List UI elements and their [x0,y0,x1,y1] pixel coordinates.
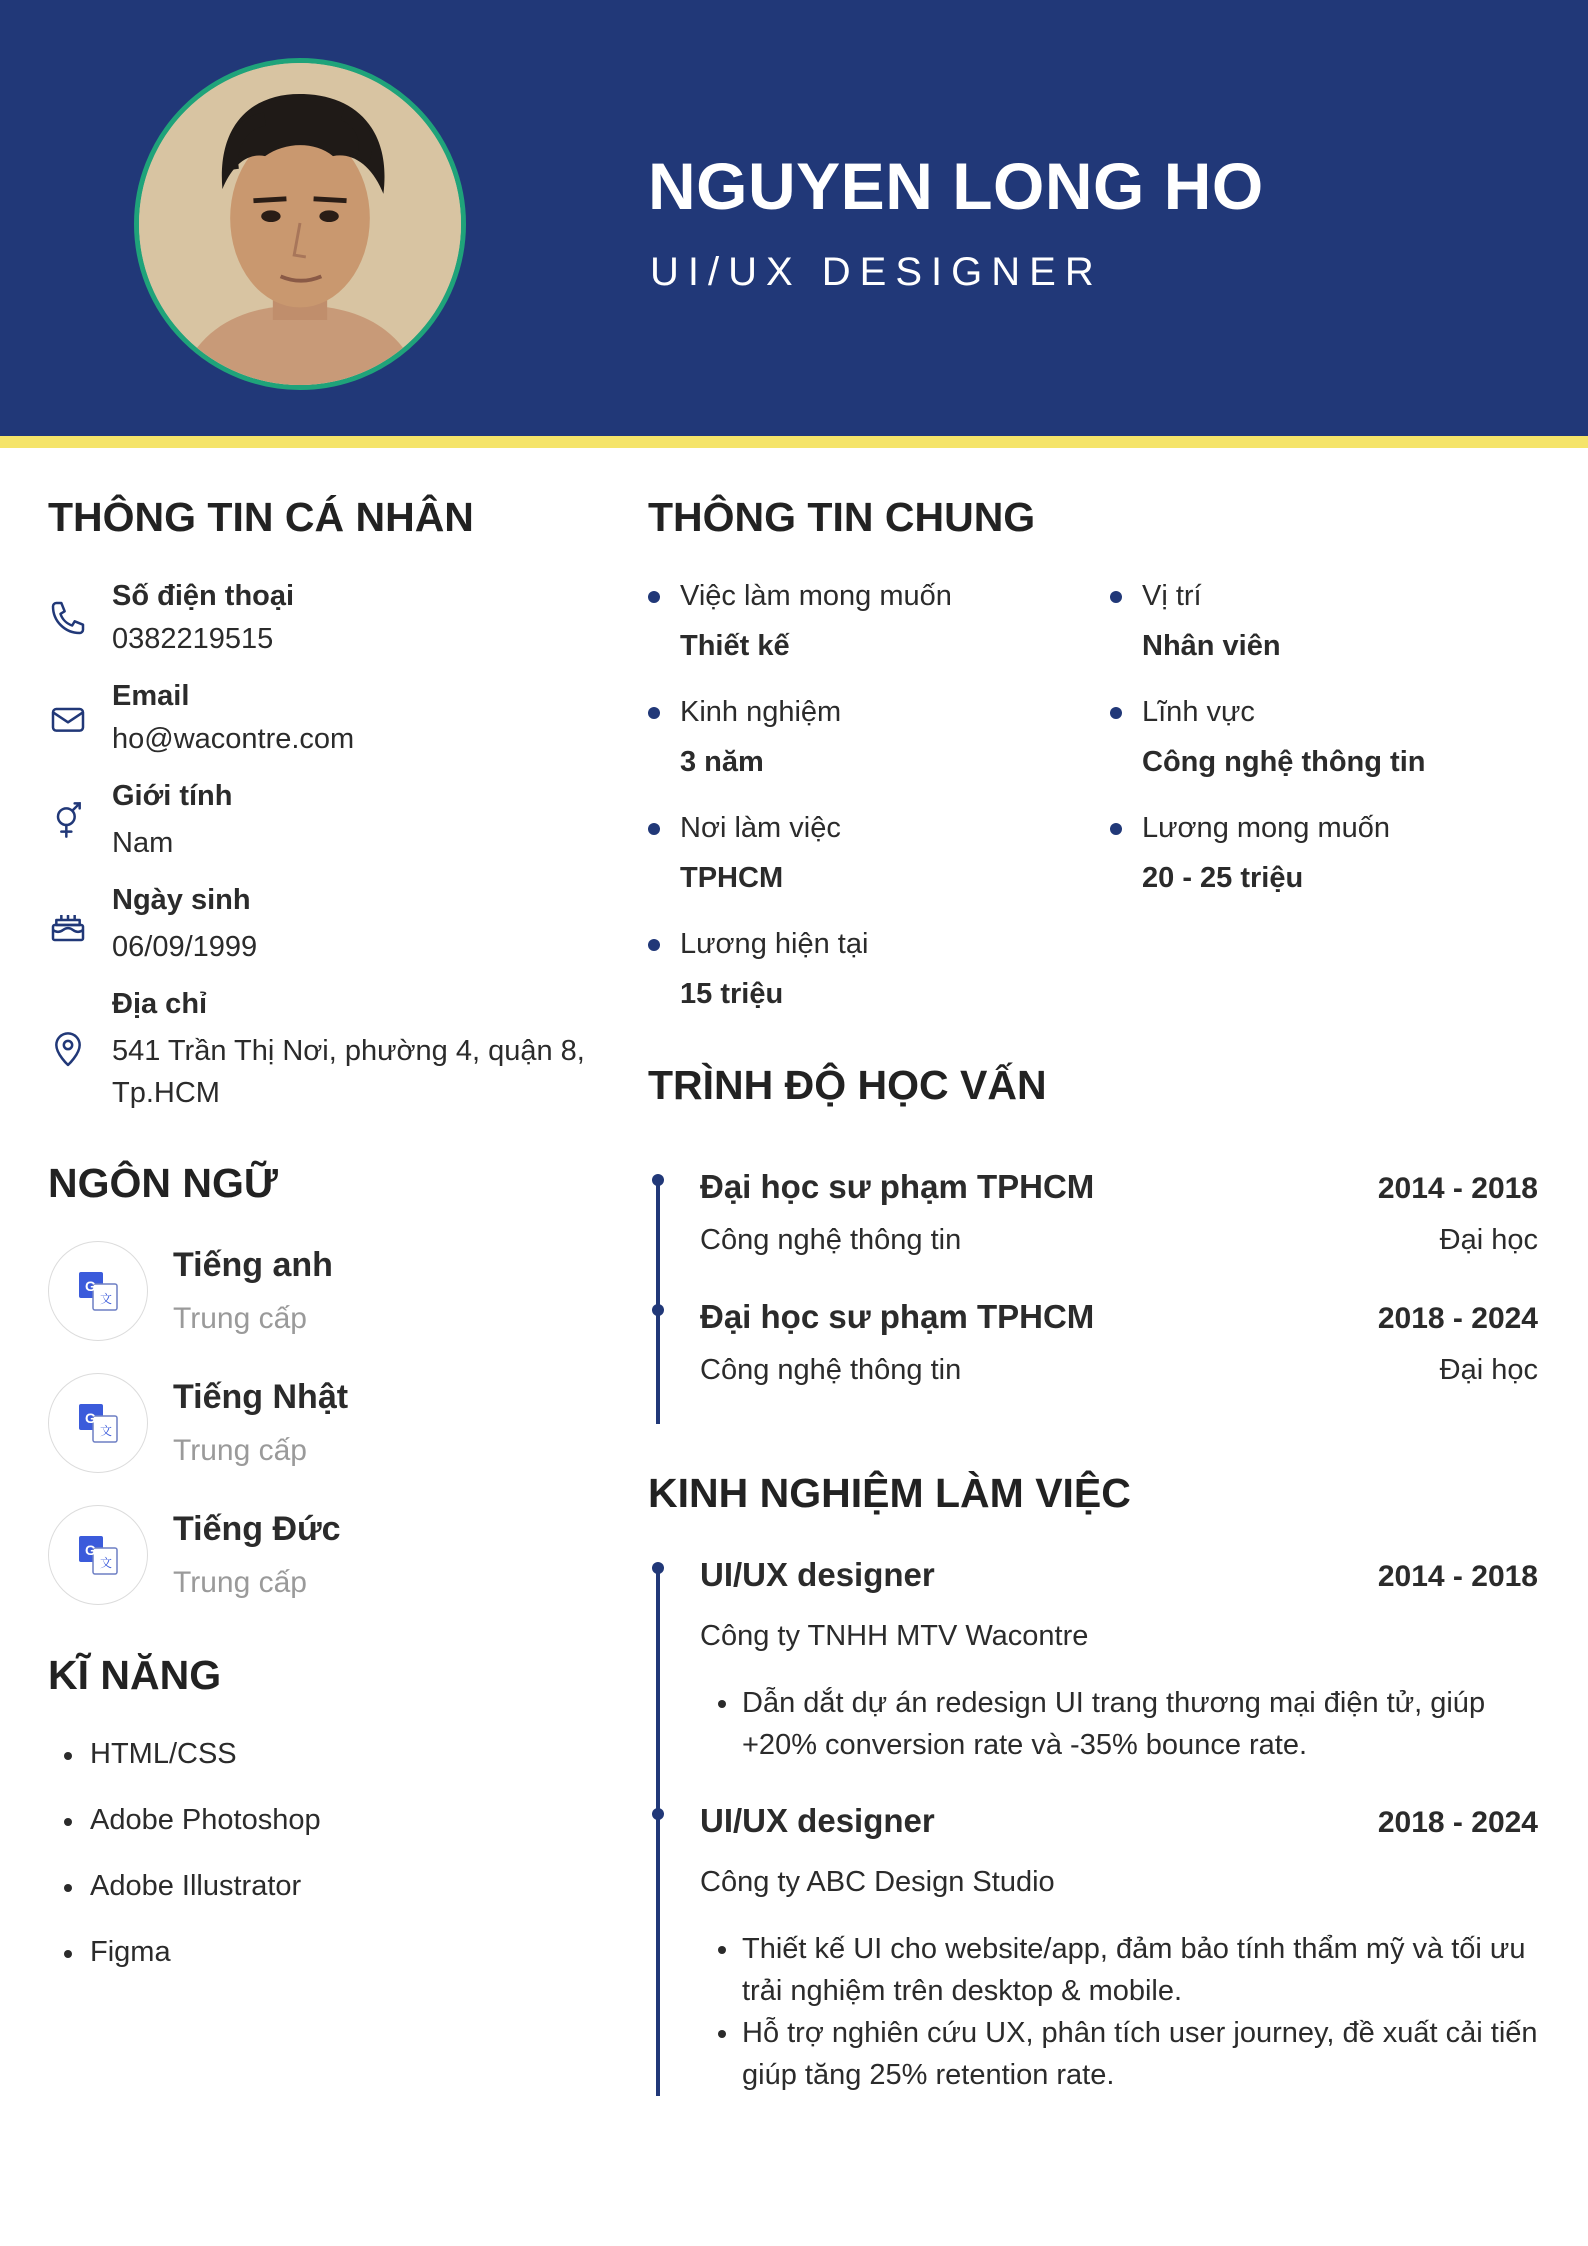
education-years: 2014 - 2018 [1377,1172,1538,1205]
email-value: ho@wacontre.com [112,723,355,755]
candidate-role: UI/UX DESIGNER [650,250,1103,294]
language-name: Tiếng Nhật [173,1378,349,1416]
bullet-icon [718,1946,726,1954]
education-major: Công nghệ thông tin [700,1354,962,1386]
expected-salary-label: Lương mong muốn [1142,812,1391,844]
language-level: Trung cấp [173,1302,307,1335]
phone-value: 0382219515 [112,623,274,655]
bullet-icon [1110,591,1122,603]
desired-job-value: Thiết kế [680,630,790,662]
education-timeline [656,1176,660,1424]
translate-icon [48,1241,148,1341]
expected-salary-value: 20 - 25 triệu [1142,862,1304,894]
general-info-title: THÔNG TIN CHUNG [648,494,1036,540]
bullet-icon [1110,707,1122,719]
bullet-icon [648,707,660,719]
education-degree: Đại học [1439,1224,1538,1256]
bullet-icon [64,1884,72,1892]
bullet-icon [64,1752,72,1760]
birthday-value: 06/09/1999 [112,931,258,963]
avatar [134,58,466,390]
svg-text:G: G [85,1542,96,1558]
phone-icon [48,598,88,638]
job-role: UI/UX designer [700,1556,935,1593]
bullet-icon [1110,823,1122,835]
workplace-label: Nơi làm việc [680,812,841,844]
language-level: Trung cấp [173,1566,307,1599]
timeline-dot [652,1174,664,1186]
job-achievement: Thiết kế UI cho website/app, đảm bảo tính thẩm mỹ và tối ưu trải nghiệm trên desktop & mobile. [742,1933,1526,2007]
desired-job-label: Việc làm mong muốn [680,580,952,612]
job-achievement: Dẫn dắt dự án redesign UI trang thương mại điện tử, giúp +20% conversion rate và -35% bounce rate. [742,1687,1486,1761]
translate-icon [48,1373,148,1473]
translate-icon [48,1505,148,1605]
language-level: Trung cấp [173,1434,307,1467]
skill-item: Figma [90,1936,171,1968]
bullet-icon [64,1818,72,1826]
languages-title: NGÔN NGỮ [48,1160,278,1206]
field-value: Công nghệ thông tin [1142,746,1426,778]
personal-info-title: THÔNG TIN CÁ NHÂN [48,494,474,540]
current-salary-value: 15 triệu [680,978,784,1010]
bullet-icon [64,1950,72,1958]
location-pin-icon [48,1030,88,1070]
current-salary-label: Lương hiện tại [680,928,869,960]
profile-photo [139,63,461,385]
job-company: Công ty TNHH MTV Wacontre [700,1620,1089,1652]
skills-title: KĨ NĂNG [48,1652,222,1698]
address-value: 541 Trần Thị Nơi, phường 4, quận 8, Tp.HCM [112,1035,585,1109]
skill-item: HTML/CSS [90,1738,237,1770]
experience-timeline [656,1564,660,2096]
field-label: Lĩnh vực [1142,696,1255,728]
email-label: Email [112,680,190,712]
job-years: 2014 - 2018 [1377,1560,1538,1593]
skill-item: Adobe Photoshop [90,1804,321,1836]
birthday-cake-icon [48,905,88,945]
gender-label: Giới tính [112,780,233,812]
job-company: Công ty ABC Design Studio [700,1866,1055,1898]
birthday-label: Ngày sinh [112,884,251,916]
experience-value: 3 năm [680,746,764,778]
skill-item: Adobe Illustrator [90,1870,302,1902]
timeline-dot [652,1808,664,1820]
language-name: Tiếng anh [173,1246,333,1284]
bullet-icon [648,591,660,603]
svg-text:G: G [85,1278,96,1294]
job-achievement: Hỗ trợ nghiên cứu UX, phân tích user journey, đề xuất cải tiến giúp tăng 25% retention rate. [742,2017,1538,2091]
bullet-icon [718,2030,726,2038]
bullet-icon [648,823,660,835]
education-degree: Đại học [1439,1354,1538,1386]
education-school: Đại học sư phạm TPHCM [700,1168,1095,1205]
timeline-dot [652,1562,664,1574]
workplace-value: TPHCM [680,862,784,894]
education-major: Công nghệ thông tin [700,1224,962,1256]
timeline-dot [652,1304,664,1316]
svg-text:G: G [85,1410,96,1426]
bullet-icon [648,939,660,951]
svg-text:文: 文 [100,1556,113,1570]
education-school: Đại học sư phạm TPHCM [700,1298,1095,1335]
experience-title: KINH NGHIỆM LÀM VIỆC [648,1470,1131,1516]
svg-text:文: 文 [100,1292,113,1306]
phone-label: Số điện thoại [112,580,295,612]
position-value: Nhân viên [1142,630,1281,662]
gender-icon [48,800,88,840]
education-years: 2018 - 2024 [1377,1302,1538,1335]
job-role: UI/UX designer [700,1802,935,1839]
candidate-name: NGUYEN LONG HO [648,149,1264,223]
bullet-icon [718,1700,726,1708]
gender-value: Nam [112,827,174,859]
job-years: 2018 - 2024 [1377,1806,1538,1839]
mail-icon [48,699,88,739]
svg-text:文: 文 [100,1424,113,1438]
experience-label: Kinh nghiệm [680,696,842,728]
language-name: Tiếng Đức [173,1510,341,1548]
header-accent-stripe [0,436,1588,448]
address-label: Địa chỉ [112,988,208,1020]
education-title: TRÌNH ĐỘ HỌC VẤN [648,1062,1047,1108]
position-label: Vị trí [1142,580,1202,612]
